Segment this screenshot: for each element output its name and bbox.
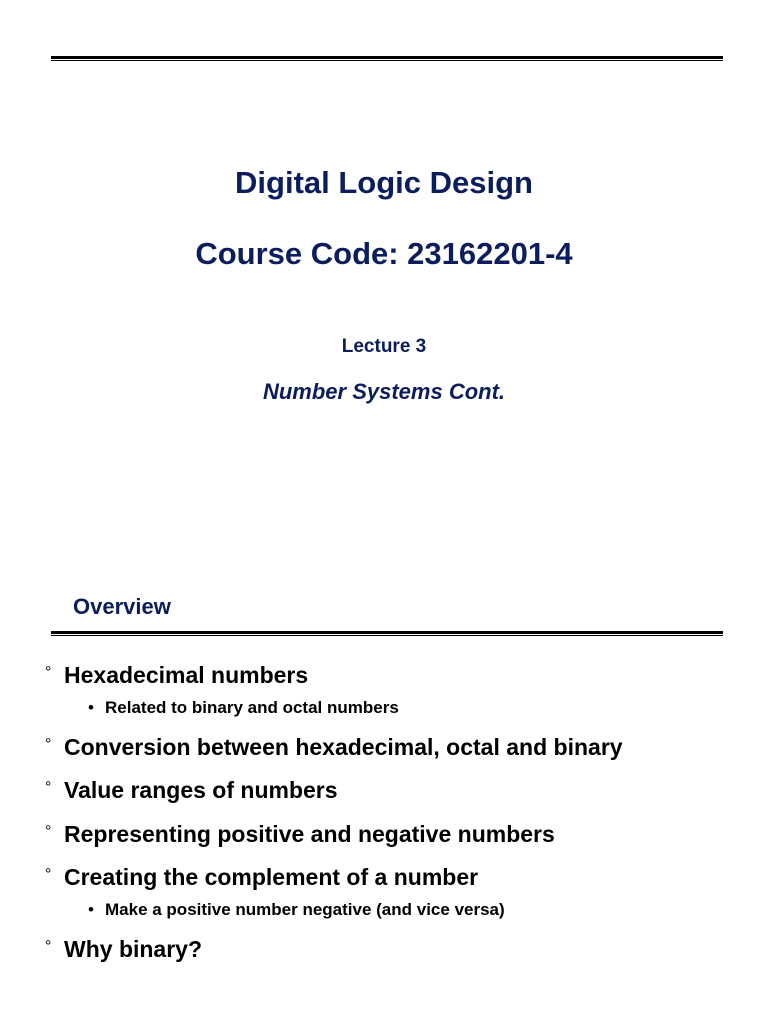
sub-bullet-text: Make a positive number negative (and vice versa) [105, 900, 505, 919]
sub-bullet-text: Related to binary and octal numbers [105, 698, 399, 717]
bullet-marker: ° [45, 664, 52, 681]
bullet-text: Conversion between hexadecimal, octal and binary [64, 734, 623, 760]
sub-bullet-marker: • [88, 900, 94, 919]
bullet-item [45, 936, 202, 963]
bullet-item [45, 864, 478, 891]
bullet-item [45, 662, 308, 689]
bullet-marker: ° [45, 779, 52, 796]
sub-bullet-item [88, 698, 399, 718]
bullet-item [45, 777, 338, 804]
bullet-text: Why binary? [64, 936, 203, 962]
bullet-marker: ° [45, 866, 52, 883]
bullet-text: Hexadecimal numbers [64, 662, 309, 688]
course-code: Course Code: 23162201-4 [195, 236, 573, 271]
overview-divider-rule [51, 631, 723, 636]
bullet-text: Value ranges of numbers [64, 777, 338, 803]
bullet-text: Creating the complement of a number [64, 864, 479, 890]
overview-heading: Overview [73, 594, 171, 619]
sub-bullet-item [88, 900, 505, 920]
course-title: Digital Logic Design [235, 165, 533, 200]
bullet-text: Representing positive and negative numbers [64, 821, 555, 847]
bullet-marker: ° [45, 938, 52, 955]
bullet-marker: ° [45, 823, 52, 840]
lecture-number: Lecture 3 [341, 336, 427, 357]
lecture-subtitle: Number Systems Cont. [262, 379, 506, 404]
bullet-marker: ° [45, 736, 52, 753]
sub-bullet-marker: • [88, 698, 94, 717]
bullet-item [45, 734, 623, 761]
bullet-item [45, 821, 555, 848]
top-divider-rule [51, 56, 723, 61]
